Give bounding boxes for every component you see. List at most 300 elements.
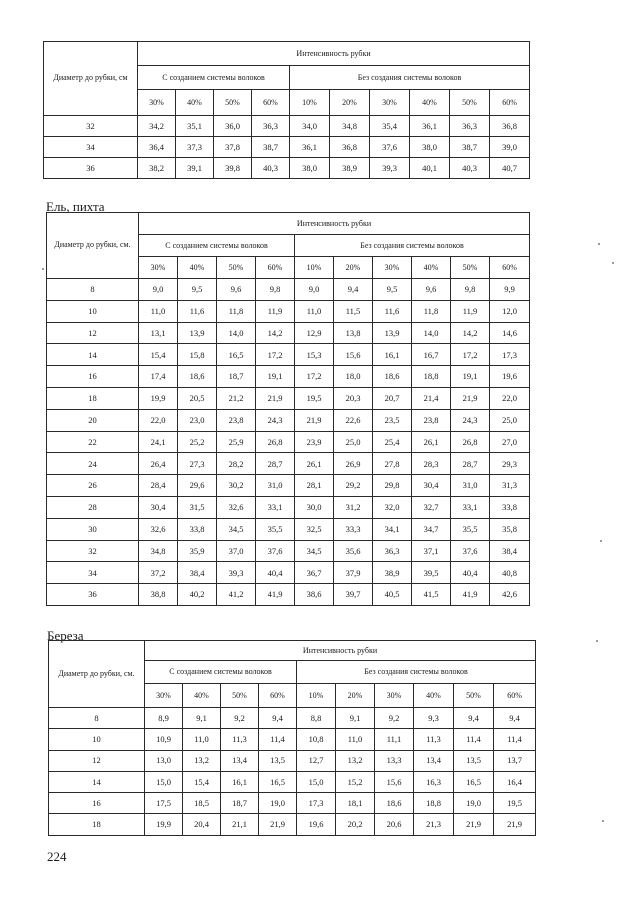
diameter-cell: 32 <box>44 116 138 137</box>
value-cell: 39,0 <box>490 137 530 158</box>
value-cell: 20,2 <box>336 814 375 835</box>
value-cell: 38,7 <box>450 137 490 158</box>
value-cell: 15,0 <box>145 771 183 792</box>
value-cell: 22,0 <box>490 387 530 409</box>
value-cell: 16,1 <box>221 771 259 792</box>
value-cell: 14,0 <box>412 322 451 344</box>
value-cell: 37,0 <box>217 540 256 562</box>
value-cell: 13,0 <box>145 750 183 771</box>
value-cell: 11,4 <box>454 729 494 750</box>
value-cell: 35,4 <box>370 116 410 137</box>
value-cell: 31,5 <box>178 496 217 518</box>
value-cell: 17,2 <box>295 366 334 388</box>
percent-header-without: 30% <box>375 684 414 708</box>
value-cell: 29,6 <box>178 475 217 497</box>
value-cell: 11,9 <box>451 300 490 322</box>
diameter-header: Диаметр до рубки, см. <box>49 641 145 708</box>
value-cell: 14,0 <box>217 322 256 344</box>
value-cell: 23,0 <box>178 409 217 431</box>
intensity-header: Интенсивность рубки <box>139 213 530 235</box>
percent-header-without: 30% <box>373 257 412 279</box>
value-cell: 23,8 <box>412 409 451 431</box>
value-cell: 19,1 <box>256 366 295 388</box>
value-cell: 20,4 <box>183 814 221 835</box>
value-cell: 13,9 <box>373 322 412 344</box>
value-cell: 26,1 <box>412 431 451 453</box>
value-cell: 22,6 <box>334 409 373 431</box>
value-cell: 30,4 <box>412 475 451 497</box>
value-cell: 26,4 <box>139 453 178 475</box>
value-cell: 40,4 <box>451 562 490 584</box>
value-cell: 33,8 <box>178 518 217 540</box>
value-cell: 34,8 <box>139 540 178 562</box>
table-row <box>47 344 530 366</box>
value-cell: 19,6 <box>490 366 530 388</box>
scan-speck <box>612 262 614 264</box>
value-cell: 24,3 <box>256 409 295 431</box>
diameter-cell: 18 <box>49 814 145 835</box>
value-cell: 18,8 <box>414 793 454 814</box>
value-cell: 11,0 <box>295 300 334 322</box>
value-cell: 21,3 <box>414 814 454 835</box>
value-cell: 18,0 <box>334 366 373 388</box>
value-cell: 16,1 <box>373 344 412 366</box>
value-cell: 11,0 <box>183 729 221 750</box>
value-cell: 19,0 <box>454 793 494 814</box>
value-cell: 37,3 <box>176 137 214 158</box>
value-cell: 29,2 <box>334 475 373 497</box>
value-cell: 23,8 <box>217 409 256 431</box>
scan-speck <box>596 640 598 642</box>
value-cell: 16,7 <box>412 344 451 366</box>
value-cell: 36,0 <box>214 116 252 137</box>
value-cell: 36,8 <box>490 116 530 137</box>
value-cell: 10,8 <box>297 729 336 750</box>
percent-header-without: 50% <box>450 90 490 116</box>
percent-header-without: 10% <box>290 90 330 116</box>
value-cell: 37,6 <box>370 137 410 158</box>
value-cell: 11,0 <box>336 729 375 750</box>
value-cell: 18,1 <box>336 793 375 814</box>
value-cell: 35,9 <box>178 540 217 562</box>
value-cell: 25,0 <box>334 431 373 453</box>
value-cell: 36,4 <box>138 137 176 158</box>
table-row <box>47 431 530 453</box>
scan-speck <box>602 820 604 822</box>
value-cell: 31,0 <box>256 475 295 497</box>
value-cell: 12,7 <box>297 750 336 771</box>
value-cell: 40,8 <box>490 562 530 584</box>
percent-header-with: 40% <box>183 684 221 708</box>
value-cell: 8,9 <box>145 708 183 729</box>
value-cell: 39,5 <box>412 562 451 584</box>
value-cell: 41,9 <box>451 584 490 606</box>
value-cell: 25,9 <box>217 431 256 453</box>
value-cell: 28,7 <box>256 453 295 475</box>
diameter-cell: 12 <box>47 322 139 344</box>
value-cell: 35,5 <box>451 518 490 540</box>
diameter-cell: 34 <box>47 562 139 584</box>
value-cell: 25,4 <box>373 431 412 453</box>
table-row <box>49 729 536 750</box>
value-cell: 38,0 <box>410 137 450 158</box>
value-cell: 39,3 <box>217 562 256 584</box>
value-cell: 18,7 <box>217 366 256 388</box>
value-cell: 26,1 <box>295 453 334 475</box>
percent-header-with: 60% <box>256 257 295 279</box>
value-cell: 38,4 <box>490 540 530 562</box>
value-cell: 20,3 <box>334 387 373 409</box>
value-cell: 21,9 <box>295 409 334 431</box>
value-cell: 28,3 <box>412 453 451 475</box>
table-row <box>49 750 536 771</box>
scan-speck <box>598 243 600 245</box>
percent-header-without: 40% <box>412 257 451 279</box>
diameter-header: Диаметр до рубки, см. <box>47 213 139 279</box>
value-cell: 9,1 <box>183 708 221 729</box>
value-cell: 28,7 <box>451 453 490 475</box>
value-cell: 15,8 <box>178 344 217 366</box>
value-cell: 13,5 <box>454 750 494 771</box>
diameter-cell: 32 <box>47 540 139 562</box>
percent-header-with: 60% <box>252 90 290 116</box>
value-cell: 17,5 <box>145 793 183 814</box>
value-cell: 14,2 <box>451 322 490 344</box>
page-number: 224 <box>47 849 67 864</box>
percent-header-without: 40% <box>410 90 450 116</box>
value-cell: 13,5 <box>259 750 297 771</box>
value-cell: 17,2 <box>256 344 295 366</box>
value-cell: 13,4 <box>414 750 454 771</box>
percent-header-with: 50% <box>221 684 259 708</box>
value-cell: 38,4 <box>178 562 217 584</box>
group-with-trails-header: С созданием системы волоков <box>145 661 297 684</box>
table-row <box>47 540 530 562</box>
value-cell: 11,8 <box>217 300 256 322</box>
value-cell: 38,9 <box>330 158 370 179</box>
value-cell: 11,4 <box>259 729 297 750</box>
value-cell: 38,0 <box>290 158 330 179</box>
value-cell: 40,2 <box>178 584 217 606</box>
table-row <box>49 708 536 729</box>
value-cell: 34,5 <box>295 540 334 562</box>
value-cell: 31,0 <box>451 475 490 497</box>
value-cell: 12,9 <box>295 322 334 344</box>
value-cell: 9,5 <box>373 279 412 301</box>
value-cell: 9,4 <box>259 708 297 729</box>
value-cell: 28,2 <box>217 453 256 475</box>
table-row <box>47 322 530 344</box>
value-cell: 37,6 <box>451 540 490 562</box>
percent-header-without: 50% <box>454 684 494 708</box>
value-cell: 11,1 <box>375 729 414 750</box>
value-cell: 12,0 <box>490 300 530 322</box>
value-cell: 40,1 <box>410 158 450 179</box>
value-cell: 21,9 <box>259 814 297 835</box>
diameter-cell: 10 <box>49 729 145 750</box>
value-cell: 36,8 <box>330 137 370 158</box>
table-row <box>47 584 530 606</box>
percent-header-without: 10% <box>295 257 334 279</box>
value-cell: 38,9 <box>373 562 412 584</box>
value-cell: 39,8 <box>214 158 252 179</box>
value-cell: 19,9 <box>145 814 183 835</box>
value-cell: 16,5 <box>454 771 494 792</box>
value-cell: 40,5 <box>373 584 412 606</box>
value-cell: 14,2 <box>256 322 295 344</box>
value-cell: 35,6 <box>334 540 373 562</box>
value-cell: 36,1 <box>410 116 450 137</box>
value-cell: 13,4 <box>221 750 259 771</box>
value-cell: 34,7 <box>412 518 451 540</box>
value-cell: 17,2 <box>451 344 490 366</box>
percent-header-without: 20% <box>334 257 373 279</box>
value-cell: 9,4 <box>454 708 494 729</box>
value-cell: 19,5 <box>295 387 334 409</box>
table-row <box>47 562 530 584</box>
value-cell: 16,5 <box>217 344 256 366</box>
value-cell: 34,2 <box>138 116 176 137</box>
value-cell: 37,9 <box>334 562 373 584</box>
table-row <box>47 300 530 322</box>
value-cell: 40,3 <box>450 158 490 179</box>
table-continuation <box>43 41 530 179</box>
value-cell: 9,4 <box>334 279 373 301</box>
value-cell: 18,6 <box>375 793 414 814</box>
value-cell: 37,6 <box>256 540 295 562</box>
value-cell: 32,7 <box>412 496 451 518</box>
table-row <box>44 116 530 137</box>
value-cell: 38,8 <box>139 584 178 606</box>
value-cell: 27,0 <box>490 431 530 453</box>
table-row <box>47 279 530 301</box>
value-cell: 11,9 <box>256 300 295 322</box>
value-cell: 11,6 <box>178 300 217 322</box>
value-cell: 17,3 <box>297 793 336 814</box>
value-cell: 30,4 <box>139 496 178 518</box>
value-cell: 23,5 <box>373 409 412 431</box>
diameter-cell: 22 <box>47 431 139 453</box>
value-cell: 19,5 <box>494 793 536 814</box>
percent-header-without: 60% <box>490 257 530 279</box>
value-cell: 21,2 <box>217 387 256 409</box>
percent-header-with: 50% <box>217 257 256 279</box>
value-cell: 21,9 <box>256 387 295 409</box>
diameter-cell: 8 <box>49 708 145 729</box>
value-cell: 11,0 <box>139 300 178 322</box>
value-cell: 24,3 <box>451 409 490 431</box>
value-cell: 15,4 <box>139 344 178 366</box>
value-cell: 8,8 <box>297 708 336 729</box>
value-cell: 21,9 <box>451 387 490 409</box>
value-cell: 38,7 <box>252 137 290 158</box>
value-cell: 9,1 <box>336 708 375 729</box>
value-cell: 25,2 <box>178 431 217 453</box>
value-cell: 33,1 <box>451 496 490 518</box>
section-title-birch: Береза <box>47 628 84 643</box>
table-row <box>47 496 530 518</box>
table-row <box>47 409 530 431</box>
value-cell: 38,2 <box>138 158 176 179</box>
value-cell: 13,9 <box>178 322 217 344</box>
value-cell: 41,5 <box>412 584 451 606</box>
value-cell: 37,1 <box>412 540 451 562</box>
value-cell: 9,8 <box>451 279 490 301</box>
value-cell: 9,2 <box>221 708 259 729</box>
value-cell: 15,6 <box>334 344 373 366</box>
value-cell: 17,4 <box>139 366 178 388</box>
value-cell: 21,9 <box>454 814 494 835</box>
value-cell: 40,4 <box>256 562 295 584</box>
diameter-cell: 12 <box>49 750 145 771</box>
section-title-spruce-fir: Ель, пихта <box>46 199 105 214</box>
intensity-header: Интенсивность рубки <box>138 42 530 66</box>
value-cell: 31,3 <box>490 475 530 497</box>
value-cell: 9,0 <box>295 279 334 301</box>
value-cell: 13,3 <box>375 750 414 771</box>
percent-header-with: 40% <box>178 257 217 279</box>
diameter-cell: 14 <box>47 344 139 366</box>
value-cell: 11,3 <box>414 729 454 750</box>
value-cell: 9,4 <box>494 708 536 729</box>
value-cell: 26,8 <box>256 431 295 453</box>
percent-header-without: 30% <box>370 90 410 116</box>
value-cell: 35,1 <box>176 116 214 137</box>
percent-header-with: 30% <box>139 257 178 279</box>
table-row <box>47 475 530 497</box>
percent-header-with: 30% <box>145 684 183 708</box>
value-cell: 21,4 <box>412 387 451 409</box>
value-cell: 27,3 <box>178 453 217 475</box>
table-row <box>44 158 530 179</box>
intensity-header: Интенсивность рубки <box>145 641 536 661</box>
diameter-cell: 28 <box>47 496 139 518</box>
value-cell: 20,6 <box>375 814 414 835</box>
diameter-cell: 36 <box>44 158 138 179</box>
value-cell: 18,7 <box>221 793 259 814</box>
table-row <box>49 814 536 835</box>
value-cell: 32,6 <box>139 518 178 540</box>
value-cell: 26,8 <box>451 431 490 453</box>
group-with-trails-header: С созданием системы волоков <box>138 66 290 90</box>
value-cell: 36,3 <box>252 116 290 137</box>
value-cell: 10,9 <box>145 729 183 750</box>
value-cell: 24,1 <box>139 431 178 453</box>
value-cell: 9,3 <box>414 708 454 729</box>
group-without-trails-header: Без создания системы волоков <box>290 66 530 90</box>
value-cell: 22,0 <box>139 409 178 431</box>
diameter-cell: 24 <box>47 453 139 475</box>
value-cell: 11,4 <box>494 729 536 750</box>
value-cell: 41,9 <box>256 584 295 606</box>
value-cell: 23,9 <box>295 431 334 453</box>
diameter-cell: 14 <box>49 771 145 792</box>
value-cell: 29,3 <box>490 453 530 475</box>
value-cell: 15,4 <box>183 771 221 792</box>
value-cell: 18,5 <box>183 793 221 814</box>
group-without-trails-header: Без создания системы волоков <box>297 661 536 684</box>
value-cell: 40,3 <box>252 158 290 179</box>
value-cell: 32,5 <box>295 518 334 540</box>
diameter-header: Диаметр до рубки, см <box>44 42 138 116</box>
percent-header-with: 60% <box>259 684 297 708</box>
value-cell: 21,9 <box>494 814 536 835</box>
value-cell: 20,7 <box>373 387 412 409</box>
percent-header-without: 10% <box>297 684 336 708</box>
value-cell: 39,1 <box>176 158 214 179</box>
diameter-cell: 8 <box>47 279 139 301</box>
percent-header-without: 50% <box>451 257 490 279</box>
value-cell: 16,3 <box>414 771 454 792</box>
value-cell: 13,2 <box>336 750 375 771</box>
value-cell: 32,6 <box>217 496 256 518</box>
value-cell: 28,4 <box>139 475 178 497</box>
table-row <box>47 453 530 475</box>
value-cell: 37,8 <box>214 137 252 158</box>
diameter-cell: 18 <box>47 387 139 409</box>
table-birch <box>48 640 536 836</box>
value-cell: 9,9 <box>490 279 530 301</box>
value-cell: 42,6 <box>490 584 530 606</box>
percent-header-without: 60% <box>494 684 536 708</box>
table-row <box>49 771 536 792</box>
scan-speck <box>600 540 602 542</box>
value-cell: 33,8 <box>490 496 530 518</box>
value-cell: 28,1 <box>295 475 334 497</box>
value-cell: 27,8 <box>373 453 412 475</box>
value-cell: 17,3 <box>490 344 530 366</box>
value-cell: 26,9 <box>334 453 373 475</box>
value-cell: 9,8 <box>256 279 295 301</box>
value-cell: 40,7 <box>490 158 530 179</box>
percent-header-without: 60% <box>490 90 530 116</box>
group-without-trails-header: Без создания системы волоков <box>295 235 530 257</box>
value-cell: 15,3 <box>295 344 334 366</box>
diameter-cell: 34 <box>44 137 138 158</box>
value-cell: 36,3 <box>450 116 490 137</box>
value-cell: 19,0 <box>259 793 297 814</box>
value-cell: 33,1 <box>256 496 295 518</box>
value-cell: 11,3 <box>221 729 259 750</box>
value-cell: 13,1 <box>139 322 178 344</box>
value-cell: 31,2 <box>334 496 373 518</box>
scan-speck <box>42 268 44 270</box>
percent-header-without: 40% <box>414 684 454 708</box>
value-cell: 15,0 <box>297 771 336 792</box>
value-cell: 14,6 <box>490 322 530 344</box>
table-spruce-fir <box>46 212 530 606</box>
value-cell: 34,5 <box>217 518 256 540</box>
value-cell: 38,6 <box>295 584 334 606</box>
table-row <box>44 137 530 158</box>
diameter-cell: 20 <box>47 409 139 431</box>
table-row <box>47 518 530 540</box>
value-cell: 13,7 <box>494 750 536 771</box>
percent-header-without: 20% <box>330 90 370 116</box>
value-cell: 18,6 <box>373 366 412 388</box>
diameter-cell: 16 <box>47 366 139 388</box>
diameter-cell: 16 <box>49 793 145 814</box>
value-cell: 36,3 <box>373 540 412 562</box>
value-cell: 35,8 <box>490 518 530 540</box>
value-cell: 19,9 <box>139 387 178 409</box>
value-cell: 19,1 <box>451 366 490 388</box>
value-cell: 15,2 <box>336 771 375 792</box>
value-cell: 9,6 <box>412 279 451 301</box>
value-cell: 9,5 <box>178 279 217 301</box>
value-cell: 13,8 <box>334 322 373 344</box>
value-cell: 13,2 <box>183 750 221 771</box>
